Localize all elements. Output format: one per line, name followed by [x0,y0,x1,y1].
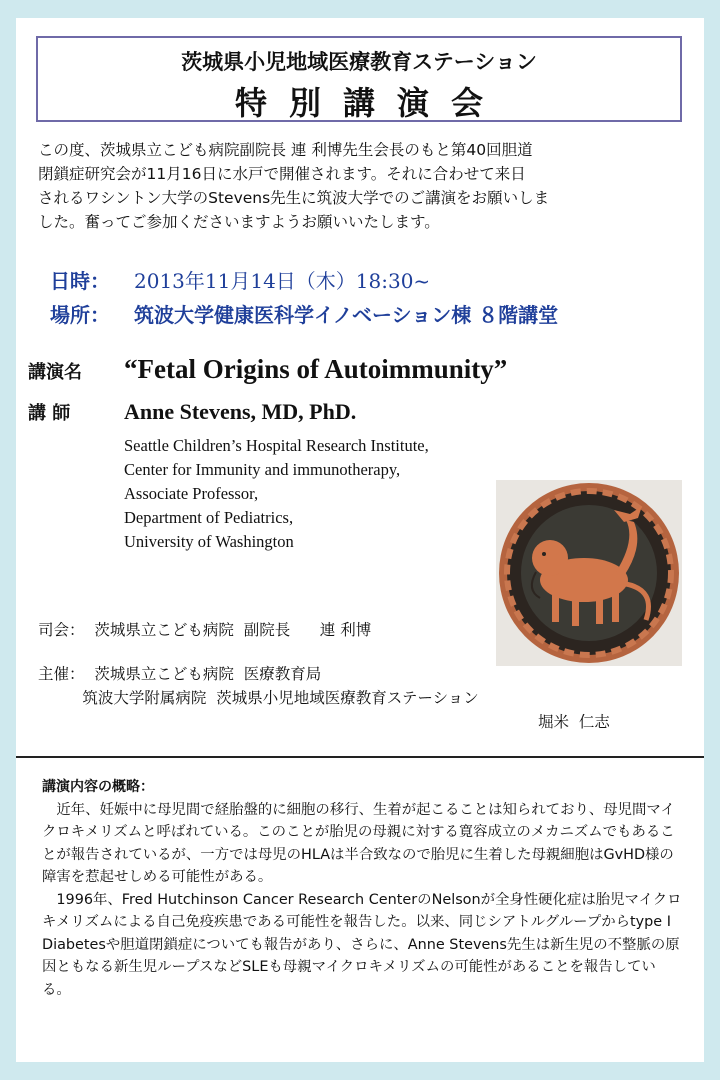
datetime-value: 2013年11月14日（木）18:30~ [134,269,431,293]
intro-line: した。奮ってご参加くださいますようお願いいたします。 [38,213,440,231]
talk-title-label: 講演名 [28,362,82,383]
speaker-row [28,399,688,425]
affiliation-line: Center for Immunity and immunotherapy, [124,460,401,479]
talk-title: “Fetal Origins of Autoimmunity” [124,354,508,384]
chair-line: 司会： 茨城県立こども病院 副院長 連 利博 [38,621,372,639]
lecture-summary [42,776,682,1001]
affiliation-line: Department of Pediatrics, [124,508,294,527]
intro-line: この度、茨城県立こども病院副院長 連 利博先生会長のもと第40回胆道 [38,141,533,159]
datetime-row [50,264,558,298]
header-box [36,36,682,122]
intro-line: されるワシントン大学のStevens先生に筑波大学でのご講演をお願いしま [38,189,550,207]
summary-paragraph: 近年、妊娠中に母児間で経胎盤的に細胞の移行、生着が起こることは知られており、母児間マイクロキメリズムと呼ばれている。このことが胎児の母親に対する寛容成立のメカニズムでもあることが報告されているが、一方では母児のHLAは半合致なので胎児に生着した母親細胞はGvHD様の障害を惹起せしめる可能性がある。 [42,801,675,885]
speaker-affiliation [124,434,429,554]
flyer-sheet [16,18,704,1062]
host-representative: 堀米 仁志 [538,713,610,731]
affiliation-line: Associate Professor, [124,484,259,503]
speaker-label: 講 師 [28,403,71,424]
intro-line: 閉鎖症研究会が11月16日に水戸で開催されます。それに合わせて来日 [38,165,526,183]
intro-paragraph [38,138,688,234]
affiliation-line: Seattle Children’s Hospital Research Institute, [124,436,429,455]
venue-label: 場所： [50,303,110,327]
host-line: 主催： 茨城県立こども病院 医療教育局 [38,665,322,683]
talk-title-row [28,354,688,385]
speaker-name: Anne Stevens, MD, PhD. [124,399,357,424]
event-title: 特別講演会 [234,84,505,122]
venue-row [50,298,558,332]
organizer-name: 茨城県小児地域医療教育ステーション [181,50,537,74]
roles-block [38,618,678,734]
section-divider [16,756,704,758]
datetime-label: 日時： [50,269,110,293]
summary-heading: 講演内容の概略： [42,779,154,795]
host-line: 筑波大学附属病院 茨城県小児地域医療教育ステーション [38,689,479,707]
venue-value: 筑波大学健康医科学イノベーション棟 ８階講堂 [134,303,559,327]
summary-paragraph: 1996年、Fred Hutchinson Cancer Research CenterのNelsonが全身性硬化症は胎児マイクロキメリズムによる自己免疫疾患である可能性を報告した。以来、同じシアトルグループからtype I Diabetesや胆道閉鎖症についても報告があり、さらに、Anne Stevens先生は新生児の不整脈の原因ともなる新生児ループスなどSLEも母親マイクロキメリズムの可能性があることを報告している。 [42,891,682,998]
date-venue-block [50,264,558,332]
affiliation-line: University of Washington [124,532,294,551]
talk-block [28,354,688,425]
